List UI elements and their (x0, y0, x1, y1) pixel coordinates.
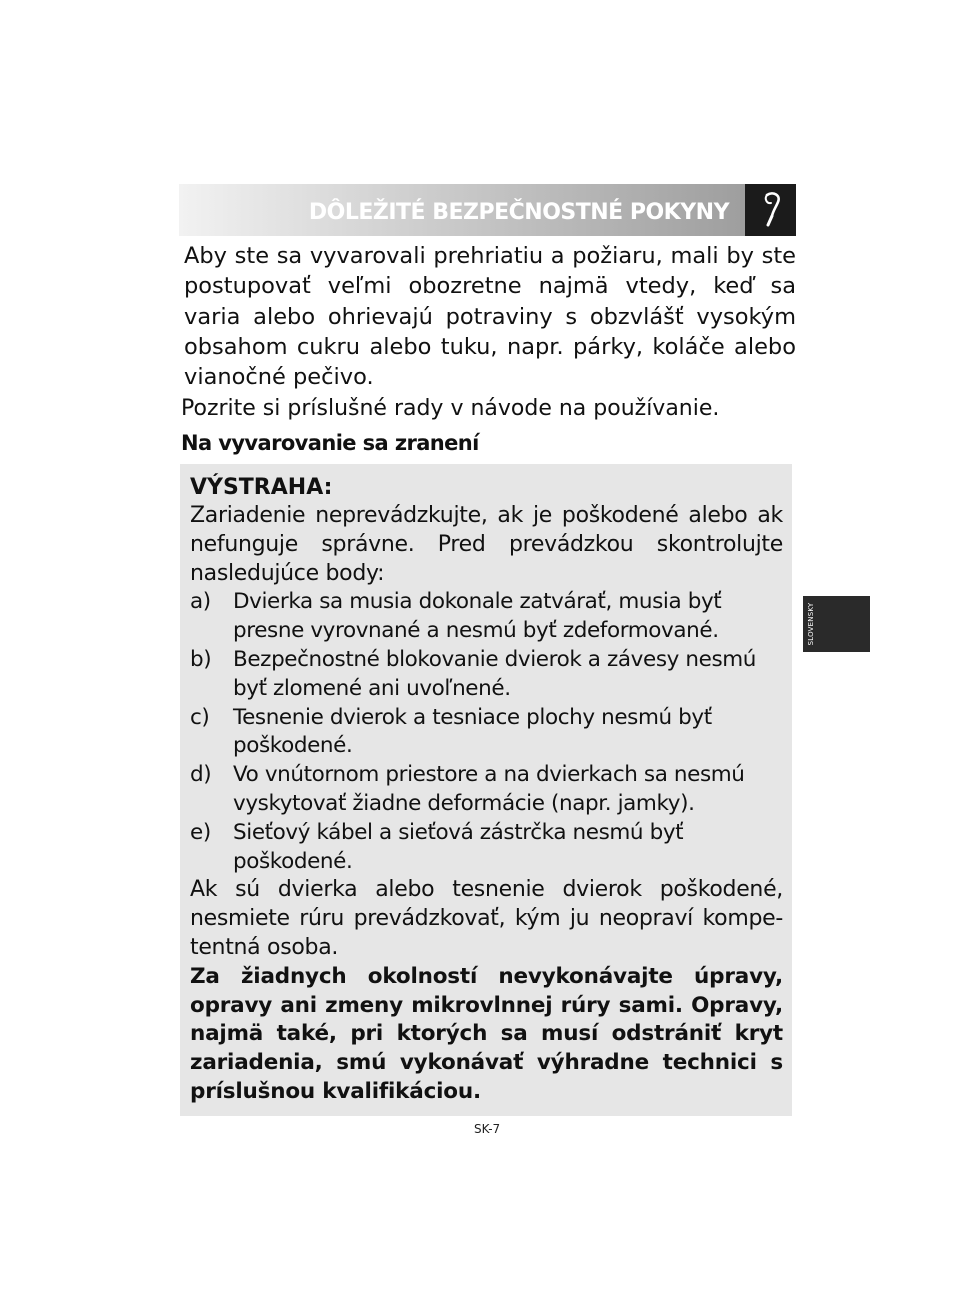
list-item (190, 588, 783, 646)
language-side-tab (803, 596, 870, 652)
subsection-heading: Na vyvarovanie sa zranení (181, 431, 479, 455)
list-item (190, 761, 783, 819)
checklist (190, 588, 783, 876)
header-icon-box (745, 184, 796, 236)
intro-paragraph: Aby ste sa vyvarovali prehriatiu a požiaru, mali by ste postupovať veľmi obozretne najmä vtedy, keď sa varia alebo ohrievajú potraviny s obzvlášť vysokým obsahom cukru alebo tuku, napr. párky, koláče alebo vianočné pečivo. (184, 243, 796, 391)
list-item-text: Sieťový kábel a sieťová zástrčka nesmú byť poškodené. (233, 819, 684, 874)
list-item (190, 646, 783, 704)
list-item (190, 704, 783, 762)
list-marker: a) (190, 589, 211, 615)
list-marker: c) (190, 704, 210, 730)
manual-reference-text: Pozrite si príslušné rady v návode na používanie. (181, 396, 720, 421)
section-title: DÔLEŽITÉ BEZPEČNOSTNÉ POKYNY (308, 200, 729, 225)
list-item-text: Dvierka sa musia dokonale zatvárať, musia byť presne vyrovnané a nesmú byť zdeformované. (233, 589, 722, 644)
exclamation-note-icon (758, 192, 784, 228)
list-item-text: Vo vnútornom priestore a na dvierkach sa nesmú vyskytovať žiadne deformácie (napr. jamky). (233, 762, 745, 816)
warning-lead-text: Zariadenie neprevádzkujte, ak je poškodené alebo ak nefunguje správne. Pred prevádzkou skontrolujte nasledujúce body: (190, 503, 783, 586)
list-marker: b) (190, 646, 212, 672)
warning-followup-text: Ak sú dvierka alebo tesnenie dvierok poškodené, nesmiete rúru prevádzkovať, kým ju neopraví kompe-tentná osoba. (190, 877, 783, 960)
warning-box (180, 464, 792, 1116)
warning-title: VÝSTRAHA: (190, 475, 333, 500)
language-label: SLOVENSKY (807, 602, 815, 646)
list-item (190, 819, 783, 877)
list-item-text: Tesnenie dvierok a tesniace plochy nesmú byť poškodené. (233, 704, 712, 759)
list-marker: d) (190, 762, 212, 788)
page-number: SK-7 (474, 1122, 501, 1136)
list-item-text: Bezpečnostné blokovanie dvierok a závesy nesmú byť zlomené ani uvoľnené. (233, 646, 757, 701)
warning-bold-text: Za žiadnych okolností nevykonávajte úpravy, opravy ani zmeny mikrovlnnej rúry sami. Opravy, najmä také, pri ktorých sa musí odstrániť kryt zariadenia, smú vykonávať výhradne technici s príslušnou kvalifikáciou. (190, 963, 783, 1104)
list-marker: e) (190, 819, 211, 845)
section-header-bar (179, 184, 745, 236)
